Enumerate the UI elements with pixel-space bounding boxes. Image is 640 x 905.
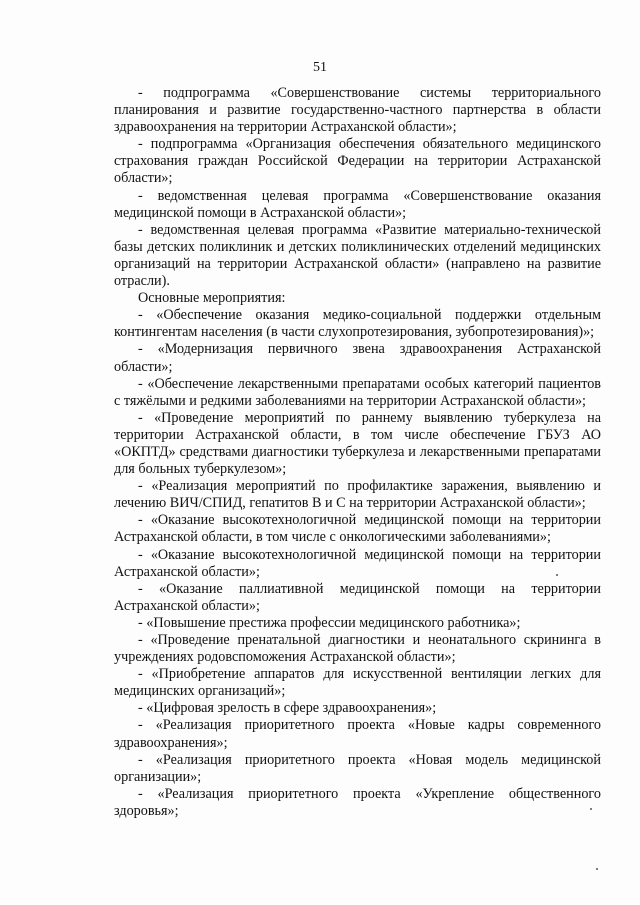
scan-speck xyxy=(556,574,558,576)
paragraph: - «Реализация мероприятий по профилактике заражения, выявлению и лечению ВИЧ/СПИД, гепатитов В и С на территории Астраханской области»; xyxy=(114,478,601,512)
paragraph: - «Реализация приоритетного проекта «Укрепление общественного здоровья»; xyxy=(114,785,601,819)
paragraph: - «Оказание высокотехнологичной медицинской помощи на территории Астраханской области»; xyxy=(114,546,601,580)
paragraph: - «Реализация приоритетного проекта «Новые кадры современного здравоохранения»; xyxy=(114,717,601,751)
page-number: 51 xyxy=(313,60,327,75)
paragraph: - «Реализация приоритетного проекта «Новая модель медицинской организации»; xyxy=(114,751,601,785)
paragraph: - «Оказание высокотехнологичной медицинской помощи на территории Астраханской области, в том числе с онкологическими заболеваниями»; xyxy=(114,512,601,546)
paragraph: - ведомственная целевая программа «Развитие материально-технической базы детских поликлиник и детских поликлинических отделений медицинских организаций на территории Астраханской области» (направлено на развитие отрасли). xyxy=(114,221,601,290)
paragraph: - «Модернизация первичного звена здравоохранения Астраханской области»; xyxy=(114,341,601,375)
document-body xyxy=(114,85,601,820)
paragraph: - «Проведение мероприятий по раннему выявлению туберкулеза на территории Астраханской области, в том числе обеспечение ГБУЗ АО «ОКПТД» средствами диагностики туберкулеза и лекарственными препаратами для больных туберкулезом»; xyxy=(114,409,601,478)
scan-speck xyxy=(590,808,592,810)
paragraph: - ведомственная целевая программа «Совершенствование оказания медицинской помощи в Астраханской области»; xyxy=(114,187,601,221)
paragraph: - «Повышение престижа профессии медицинского работника»; xyxy=(138,614,521,631)
section-heading: Основные мероприятия: xyxy=(138,290,286,307)
paragraph: - подпрограмма «Организация обеспечения обязательного медицинского страхования граждан Российской Федерации на территории Астраханской области»; xyxy=(114,136,601,187)
paragraph: - «Обеспечение лекарственными препаратами особых категорий пациентов с тяжёлыми и редкими заболеваниями на территории Астраханской области»; xyxy=(114,375,601,409)
paragraph: - «Цифровая зрелость в сфере здравоохранения»; xyxy=(138,700,437,717)
scan-speck xyxy=(596,868,598,870)
paragraph: - «Оказание паллиативной медицинской помощи на территории Астраханской области»; xyxy=(114,580,601,614)
paragraph: - «Обеспечение оказания медико-социальной поддержки отдельным контингентам населения (в части слухопротезирования, зубопротезирования)»; xyxy=(114,307,601,341)
paragraph: - подпрограмма «Совершенствование системы территориального планирования и развитие государственно-частного партнерства в области здравоохранения на территории Астраханской области»; xyxy=(114,85,601,136)
paragraph: - «Приобретение аппаратов для искусственной вентиляции легких для медицинских организаций»; xyxy=(114,666,601,700)
paragraph: - «Проведение пренатальной диагностики и неонатального скрининга в учреждениях родовспоможения Астраханской области»; xyxy=(114,632,601,666)
